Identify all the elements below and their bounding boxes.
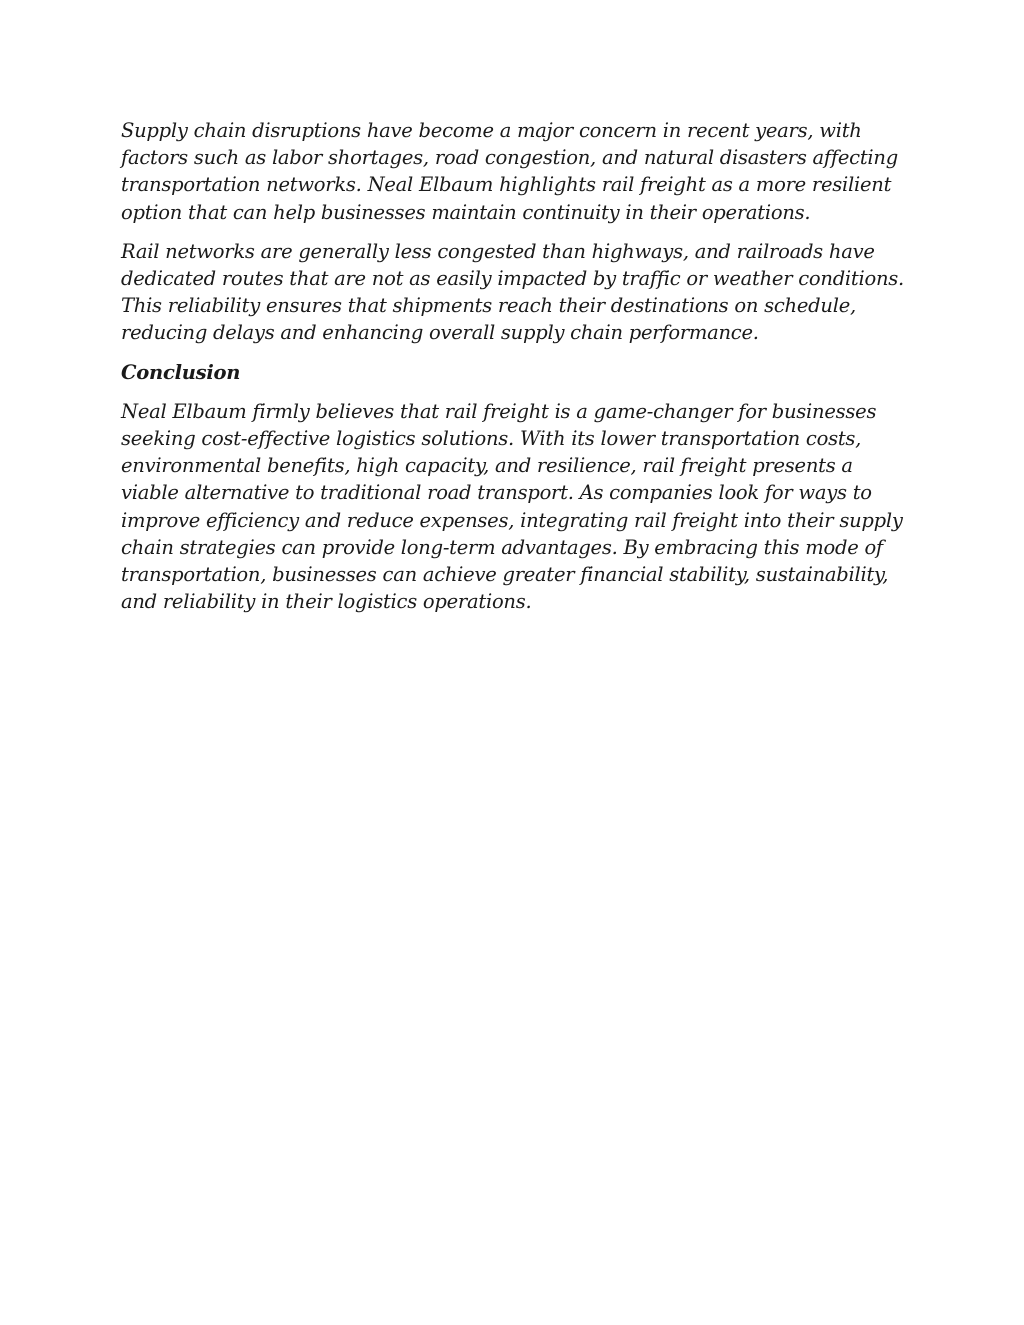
paragraph-supply-chain-disruptions: Supply chain disruptions have become a major concern in recent years, with factors such as labor shortages, road congestion, and natural disasters affecting transportation networks. Neal Elbaum highlights rail freight as a more resilient option that can help businesses maintain continuity in their operations.	[121, 119, 898, 224]
document-body	[121, 117, 911, 627]
paragraph-conclusion: Neal Elbaum firmly believes that rail freight is a game-changer for businesses seeking cost-effective logistics solutions. With its lower transportation costs, environmental benefits, high capacity, and resilience, rail freight presents a viable alternative to traditional road transport. As companies look for ways to improve efficiency and reduce expenses, integrating rail freight into their supply chain strategies can provide long-term advantages. By embracing this mode of transportation, businesses can achieve greater financial stability, sustainability, and reliability in their logistics operations.	[121, 399, 903, 614]
conclusion-heading: Conclusion	[121, 360, 241, 384]
paragraph-rail-networks: Rail networks are generally less congested than highways, and railroads have dedicated routes that are not as easily impacted by traffic or weather conditions. This reliability ensures that shipments reach their destinations on schedule, reducing delays and enhancing overall supply chain performance.	[121, 239, 904, 345]
